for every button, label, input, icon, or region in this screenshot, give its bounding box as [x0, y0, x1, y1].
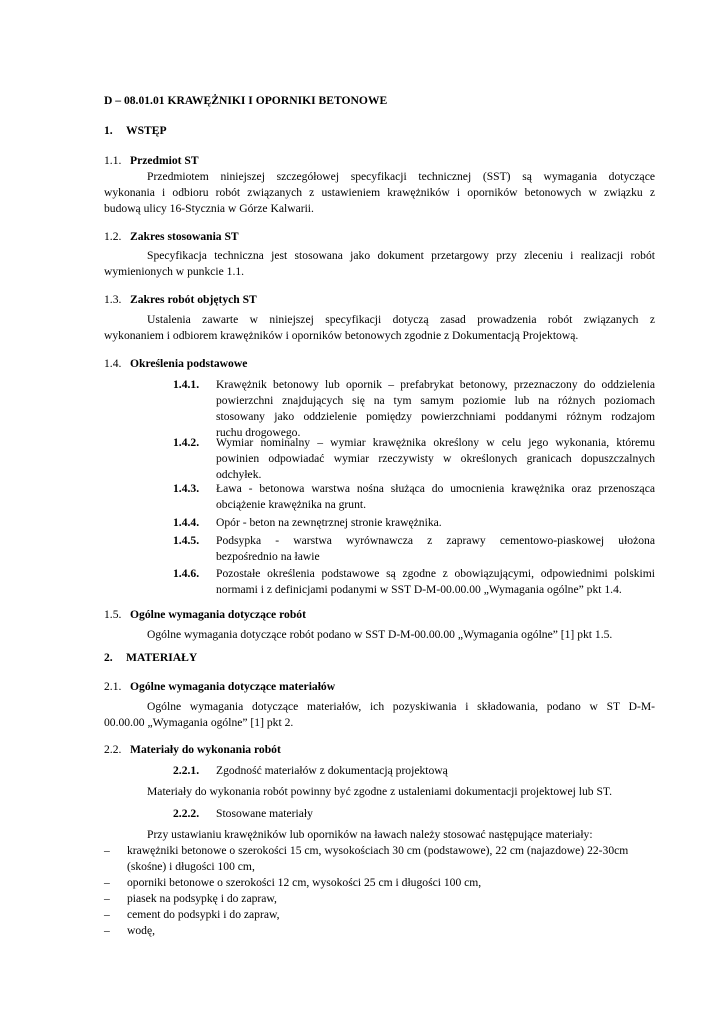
definition-line: normami i z definicjami podanymi w SST D-M-00.00.00 „Wymagania ogólne” pkt 1.4. [216, 583, 622, 596]
definition-line: ruchu drogowego. [216, 426, 301, 439]
section-2-number: 2. [104, 651, 113, 664]
list-item: cement do podsypki i do zapraw, [127, 908, 280, 921]
list-dash: – [104, 876, 110, 889]
definition-number: 1.4.5. [173, 534, 200, 547]
definition-number: 1.4.4. [173, 516, 200, 529]
definition-line: powierzchni znajdujących się na tym samym poziomie lub na różnych poziomach [216, 394, 655, 407]
paragraph-line: wykonaniem i odbiorem krawężników i oporników betonowych zgodnie z Dokumentacją Projektową. [104, 329, 579, 342]
paragraph-line: wymienionych w punkcie 1.1. [104, 265, 245, 278]
list-dash: – [104, 844, 110, 857]
subsection-2-2-2-number: 2.2.2. [173, 807, 200, 820]
section-1-2-number: 1.2. [104, 230, 122, 243]
section-2-1-number: 2.1. [104, 680, 122, 693]
paragraph-line: budową ulicy 16-Stycznia w Górze Kalwarii. [104, 202, 314, 215]
definition-line: Pozostałe określenia podstawowe są zgodne z obowiązującymi, odpowiednimi polskimi [216, 567, 655, 580]
list-dash: – [104, 908, 110, 921]
definition-number: 1.4.3. [173, 482, 200, 495]
definition-line: odchyłek. [216, 468, 262, 481]
paragraph-line: 00.00.00 „Wymagania ogólne” [1] pkt 2. [104, 716, 294, 729]
paragraph-line: Specyfikacja techniczna jest stosowana jako dokument przetargowy przy zleceniu i realizacji robót [147, 249, 655, 262]
section-1-5-heading: Ogólne wymagania dotyczące robót [130, 608, 306, 621]
paragraph-line: Ogólne wymagania dotyczące robót podano w SST D-M-00.00.00 „Wymagania ogólne” [1] pkt 1.5. [147, 628, 613, 641]
definition-line: obciążenie krawężnika na grunt. [216, 498, 366, 511]
definition-line: Krawężnik betonowy lub opornik – prefabrykat betonowy, przeznaczony do oddzielenia [216, 378, 655, 391]
paragraph-line: Ustalenia zawarte w niniejszej specyfikacji dotyczą zasad prowadzenia robót związanych z [147, 313, 655, 326]
paragraph-line: Przy ustawianiu krawężników lub oporników na ławach należy stosować następujące materiały: [147, 828, 593, 841]
list-item: wodę, [127, 924, 156, 937]
subsection-2-2-1-number: 2.2.1. [173, 764, 200, 777]
definition-line: Podsypka - warstwa wyrównawcza z zaprawy cementowo-piaskowej ułożona [216, 534, 655, 547]
list-dash: – [104, 892, 110, 905]
section-2-1-heading: Ogólne wymagania dotyczące materiałów [130, 680, 336, 693]
paragraph-line: Przedmiotem niniejszej szczegółowej specyfikacji technicznej (SST) są wymagania dotyczące [147, 170, 655, 183]
section-2-2-heading: Materiały do wykonania robót [130, 743, 281, 756]
definition-line: bezpośrednio na ławie [216, 550, 320, 563]
section-1-1-number: 1.1. [104, 154, 122, 167]
definition-number: 1.4.2. [173, 436, 200, 449]
section-2-heading: MATERIAŁY [126, 651, 198, 664]
list-dash: – [104, 924, 110, 937]
definition-line: stosowany jako oddzielenie pomiędzy powierzchniami poddanymi różnym rodzajom [216, 410, 655, 423]
section-2-2-number: 2.2. [104, 743, 122, 756]
definition-number: 1.4.6. [173, 567, 200, 580]
document-title: D – 08.01.01 KRAWĘŻNIKI I OPORNIKI BETONOWE [104, 94, 388, 107]
definition-line: powinien odpowiadać wymiar rzeczywisty w określonych granicach dopuszczalnych [216, 452, 655, 465]
definition-line: Opór - beton na zewnętrznej stronie krawężnika. [216, 516, 442, 529]
section-1-1-heading: Przedmiot ST [130, 154, 199, 167]
section-1-5-number: 1.5. [104, 608, 122, 621]
section-1-number: 1. [104, 124, 113, 137]
section-1-3-number: 1.3. [104, 293, 122, 306]
section-1-3-heading: Zakres robót objętych ST [130, 293, 257, 306]
section-1-heading: WSTĘP [126, 124, 167, 137]
definition-line: Ława - betonowa warstwa nośna służąca do umocnienia krawężnika oraz przenosząca [216, 482, 655, 495]
section-1-4-number: 1.4. [104, 357, 122, 370]
section-1-2-heading: Zakres stosowania ST [130, 230, 239, 243]
list-item: oporniki betonowe o szerokości 12 cm, wysokości 25 cm i długości 100 cm, [127, 876, 482, 889]
paragraph-line: Ogólne wymagania dotyczące materiałów, ich pozyskiwania i składowania, podano w ST D-M- [147, 700, 655, 713]
definition-line: Wymiar nominalny – wymiar krawężnika określony w celu jego wykonania, któremu [216, 436, 655, 449]
list-item: piasek na podsypkę i do zapraw, [127, 892, 277, 905]
subsection-2-2-1-heading: Zgodność materiałów z dokumentacją projektową [216, 764, 448, 777]
list-item: krawężniki betonowe o szerokości 15 cm, wysokościach 30 cm (podstawowe), 22 cm (najazdowe) 22-30cm [127, 844, 629, 857]
subsection-2-2-2-heading: Stosowane materiały [216, 807, 313, 820]
paragraph-line: Materiały do wykonania robót powinny być zgodne z ustaleniami dokumentacji projektowej lub ST. [147, 785, 613, 798]
list-item-continuation: (skośne) i długości 100 cm, [127, 860, 255, 873]
section-1-4-heading: Określenia podstawowe [130, 357, 248, 370]
paragraph-line: wykonania i odbioru robót związanych z ustawieniem krawężników i oporników betonowych w związku z [104, 186, 655, 199]
definition-number: 1.4.1. [173, 378, 200, 391]
